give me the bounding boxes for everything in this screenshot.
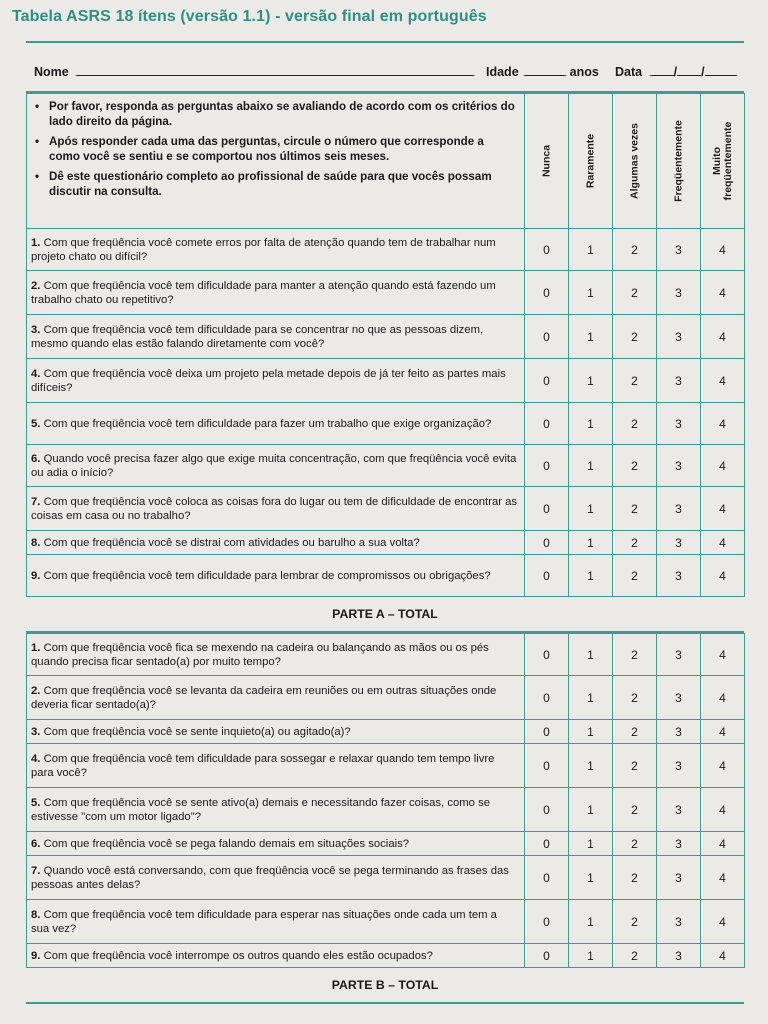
name-field[interactable]	[76, 64, 474, 76]
question-text	[27, 315, 525, 359]
answer-option-4[interactable]: 4	[701, 900, 745, 944]
answer-option-1[interactable]: 1	[569, 445, 613, 487]
part-b-total-row	[26, 968, 744, 1004]
answer-option-0[interactable]: 0	[525, 445, 569, 487]
answer-option-3[interactable]: 3	[657, 271, 701, 315]
answer-option-1[interactable]: 1	[569, 832, 613, 856]
answer-option-2[interactable]: 2	[613, 832, 657, 856]
scale-label: Muito freqüentemente	[710, 121, 734, 201]
answer-option-0[interactable]: 0	[525, 229, 569, 271]
answer-option-1[interactable]: 1	[569, 531, 613, 555]
question-row	[27, 676, 745, 720]
question-label: Com que freqüência você deixa um projeto pela metade depois de já ter feito as partes mais difíceis?	[31, 367, 506, 394]
question-text	[27, 555, 525, 597]
scale-header-algumas-vezes	[613, 94, 657, 229]
answer-option-1[interactable]: 1	[569, 744, 613, 788]
answer-option-1[interactable]: 1	[569, 856, 613, 900]
answer-option-3[interactable]: 3	[657, 676, 701, 720]
question-row	[27, 229, 745, 271]
answer-option-4[interactable]: 4	[701, 359, 745, 403]
question-text	[27, 900, 525, 944]
scale-label: Freqüentemente	[672, 120, 684, 202]
answer-option-3[interactable]: 3	[657, 900, 701, 944]
question-text	[27, 531, 525, 555]
question-text	[27, 676, 525, 720]
question-label: Com que freqüência você coloca as coisas fora do lugar ou tem de dificuldade de encontrar as coisas em casa ou no trabalho?	[31, 495, 518, 522]
question-label: Com que freqüência você interrompe os outros quando eles estão ocupados?	[43, 949, 433, 962]
answer-option-1[interactable]: 1	[569, 229, 613, 271]
answer-option-3[interactable]: 3	[657, 555, 701, 597]
answer-option-1[interactable]: 1	[569, 555, 613, 597]
question-text	[27, 944, 525, 968]
question-row	[27, 720, 745, 744]
answer-option-1[interactable]: 1	[569, 487, 613, 531]
question-row	[27, 634, 745, 676]
question-label: Com que freqüência você tem dificuldade para lembrar de compromissos ou obrigações?	[43, 569, 491, 582]
question-label: Com que freqüência você se sente inquieto(a) ou agitado(a)?	[43, 725, 351, 738]
question-text	[27, 856, 525, 900]
question-row	[27, 315, 745, 359]
date-day-field[interactable]	[650, 64, 674, 76]
answer-option-2[interactable]: 2	[613, 359, 657, 403]
answer-option-2[interactable]: 2	[613, 944, 657, 968]
question-text	[27, 359, 525, 403]
question-number: 7.	[31, 864, 41, 877]
question-text	[27, 744, 525, 788]
question-label: Quando você precisa fazer algo que exige muita concentração, com que freqüência você evita ou adia o início?	[31, 452, 517, 479]
answer-option-0[interactable]: 0	[525, 944, 569, 968]
answer-option-4[interactable]: 4	[701, 531, 745, 555]
question-row	[27, 445, 745, 487]
part-b-total-label: PARTE B – TOTAL	[331, 978, 439, 992]
answer-option-4[interactable]: 4	[701, 788, 745, 832]
answer-option-0[interactable]: 0	[525, 856, 569, 900]
question-row	[27, 487, 745, 531]
answer-option-4[interactable]: 4	[701, 487, 745, 531]
answer-option-0[interactable]: 0	[525, 900, 569, 944]
answer-option-3[interactable]: 3	[657, 788, 701, 832]
scale-header-nunca	[525, 94, 569, 229]
question-row	[27, 944, 745, 968]
answer-option-0[interactable]: 0	[525, 832, 569, 856]
scale-header-muito-frequentemente	[701, 94, 745, 229]
question-number: 3.	[31, 725, 41, 738]
answer-option-2[interactable]: 2	[613, 271, 657, 315]
question-row	[27, 359, 745, 403]
answer-option-4[interactable]: 4	[701, 315, 745, 359]
answer-option-2[interactable]: 2	[613, 634, 657, 676]
answer-option-4[interactable]: 4	[701, 832, 745, 856]
answer-option-3[interactable]: 3	[657, 944, 701, 968]
question-text	[27, 229, 525, 271]
answer-option-2[interactable]: 2	[613, 856, 657, 900]
answer-option-1[interactable]: 1	[569, 944, 613, 968]
scale-label: Algumas vezes	[628, 123, 640, 199]
answer-option-2[interactable]: 2	[613, 229, 657, 271]
question-number: 2.	[31, 684, 41, 697]
answer-option-1[interactable]: 1	[569, 720, 613, 744]
question-text	[27, 445, 525, 487]
answer-option-2[interactable]: 2	[613, 720, 657, 744]
instructions	[27, 94, 525, 229]
answer-option-3[interactable]: 3	[657, 403, 701, 445]
answer-option-3[interactable]: 3	[657, 531, 701, 555]
answer-option-1[interactable]: 1	[569, 403, 613, 445]
answer-option-2[interactable]: 2	[613, 487, 657, 531]
question-number: 4.	[31, 752, 41, 765]
document-title: Tabela ASRS 18 ítens (versão 1.1) - versão final em português	[12, 8, 487, 25]
question-label: Com que freqüência você se pega falando demais em situações sociais?	[43, 837, 410, 850]
part-a-total-row	[26, 597, 744, 633]
question-row	[27, 832, 745, 856]
age-label: Idade	[486, 65, 519, 79]
question-row	[27, 531, 745, 555]
question-label: Quando você está conversando, com que freqüência você se pega terminando as frases das pessoas antes delas?	[31, 864, 509, 891]
scale-header-frequentemente	[657, 94, 701, 229]
question-number: 5.	[31, 417, 41, 430]
answer-option-4[interactable]: 4	[701, 555, 745, 597]
age-field[interactable]	[524, 64, 566, 76]
answer-option-3[interactable]: 3	[657, 634, 701, 676]
scale-header-raramente	[569, 94, 613, 229]
answer-option-0[interactable]: 0	[525, 359, 569, 403]
part-a-total-label: PARTE A – TOTAL	[332, 607, 438, 621]
question-number: 1.	[31, 641, 41, 654]
answer-option-0[interactable]: 0	[525, 720, 569, 744]
question-text	[27, 720, 525, 744]
answer-option-1[interactable]: 1	[569, 315, 613, 359]
question-row	[27, 403, 745, 445]
answer-option-3[interactable]: 3	[657, 832, 701, 856]
answer-option-2[interactable]: 2	[613, 531, 657, 555]
questionnaire-form	[26, 44, 744, 1004]
answer-option-2[interactable]: 2	[613, 445, 657, 487]
name-label: Nome	[34, 65, 69, 79]
answer-option-0[interactable]: 0	[525, 403, 569, 445]
question-label: Com que freqüência você se sente ativo(a) demais e necessitando fazer coisas, como se estivesse "com um motor ligado"?	[31, 796, 491, 823]
top-rule	[26, 41, 744, 43]
question-label: Com que freqüência você se levanta da cadeira em reuniões ou em outras situações onde deveria ficar sentado(a)?	[31, 684, 497, 711]
answer-option-0[interactable]: 0	[525, 487, 569, 531]
question-text	[27, 634, 525, 676]
date-label: Data	[615, 65, 643, 79]
answer-option-3[interactable]: 3	[657, 720, 701, 744]
date-month-field[interactable]	[677, 64, 701, 76]
answer-option-4[interactable]: 4	[701, 744, 745, 788]
date-year-field[interactable]	[705, 64, 737, 76]
answer-option-3[interactable]: 3	[657, 315, 701, 359]
answer-option-1[interactable]: 1	[569, 900, 613, 944]
instruction-item: • Por favor, responda as perguntas abaixo se avaliando de acordo com os critérios do lado direito da página.	[49, 100, 516, 129]
question-label: Com que freqüência você tem dificuldade para manter a atenção quando está fazendo um trabalho chato ou repetitivo?	[31, 279, 496, 306]
question-number: 6.	[31, 452, 41, 465]
answer-option-4[interactable]: 4	[701, 676, 745, 720]
answer-option-0[interactable]: 0	[525, 315, 569, 359]
question-label: Com que freqüência você se distrai com atividades ou barulho a sua volta?	[43, 536, 420, 549]
answer-option-0[interactable]: 0	[525, 676, 569, 720]
answer-option-4[interactable]: 4	[701, 271, 745, 315]
question-number: 9.	[31, 949, 41, 962]
question-number: 1.	[31, 236, 41, 249]
answer-option-2[interactable]: 2	[613, 788, 657, 832]
question-number: 8.	[31, 536, 41, 549]
age-unit: anos	[569, 65, 599, 79]
question-number: 6.	[31, 837, 41, 850]
answer-option-1[interactable]: 1	[569, 676, 613, 720]
question-number: 2.	[31, 279, 41, 292]
answer-option-1[interactable]: 1	[569, 788, 613, 832]
answer-option-3[interactable]: 3	[657, 856, 701, 900]
answer-option-0[interactable]: 0	[525, 788, 569, 832]
question-text	[27, 487, 525, 531]
answer-option-3[interactable]: 3	[657, 744, 701, 788]
answer-option-2[interactable]: 2	[613, 676, 657, 720]
question-row	[27, 744, 745, 788]
answer-option-4[interactable]: 4	[701, 403, 745, 445]
answer-option-1[interactable]: 1	[569, 359, 613, 403]
date-separator: /	[673, 65, 678, 79]
instruction-item: • Após responder cada uma das perguntas, circule o número que corresponde a como você se sentiu e se comportou nos últimos seis meses.	[49, 135, 516, 164]
answer-option-0[interactable]: 0	[525, 271, 569, 315]
question-number: 8.	[31, 908, 41, 921]
question-label: Com que freqüência você comete erros por falta de atenção quando tem de trabalhar num projeto chato ou difícil?	[31, 236, 496, 263]
instruction-item: • Dê este questionário completo ao profissional de saúde para que vocês possam discutir na consulta.	[49, 170, 516, 199]
part-b-table	[26, 633, 745, 968]
question-label: Com que freqüência você tem dificuldade para fazer um trabalho que exige organização?	[43, 417, 492, 430]
question-number: 9.	[31, 569, 41, 582]
question-text	[27, 271, 525, 315]
question-text	[27, 832, 525, 856]
answer-option-4[interactable]: 4	[701, 229, 745, 271]
answer-option-4[interactable]: 4	[701, 445, 745, 487]
part-a-table	[26, 93, 745, 597]
question-row	[27, 271, 745, 315]
answer-option-2[interactable]: 2	[613, 900, 657, 944]
answer-option-3[interactable]: 3	[657, 229, 701, 271]
answer-option-2[interactable]: 2	[613, 555, 657, 597]
respondent-header	[26, 44, 744, 93]
answer-option-3[interactable]: 3	[657, 359, 701, 403]
answer-option-0[interactable]: 0	[525, 555, 569, 597]
question-row	[27, 555, 745, 597]
answer-option-2[interactable]: 2	[613, 403, 657, 445]
answer-option-4[interactable]: 4	[701, 720, 745, 744]
question-row	[27, 900, 745, 944]
question-number: 3.	[31, 323, 41, 336]
answer-option-0[interactable]: 0	[525, 634, 569, 676]
question-number: 4.	[31, 367, 41, 380]
question-label: Com que freqüência você tem dificuldade para sossegar e relaxar quando tem tempo livre para você?	[31, 752, 495, 779]
question-text	[27, 788, 525, 832]
answer-option-4[interactable]: 4	[701, 944, 745, 968]
answer-option-4[interactable]: 4	[701, 856, 745, 900]
answer-option-1[interactable]: 1	[569, 634, 613, 676]
question-number: 7.	[31, 495, 41, 508]
answer-option-3[interactable]: 3	[657, 445, 701, 487]
scale-label: Nunca	[540, 144, 552, 178]
question-label: Com que freqüência você fica se mexendo na cadeira ou balançando as mãos ou os pés quando precisa ficar sentado(a) por muito tempo?	[31, 641, 489, 668]
question-label: Com que freqüência você tem dificuldade para se concentrar no que as pessoas dizem, mesmo quando elas estão falando diretamente com você?	[31, 323, 484, 350]
instructions-row	[27, 94, 745, 229]
answer-option-4[interactable]: 4	[701, 634, 745, 676]
question-row	[27, 856, 745, 900]
answer-option-3[interactable]: 3	[657, 487, 701, 531]
date-separator: /	[701, 65, 705, 79]
question-label: Com que freqüência você tem dificuldade para esperar nas situações onde cada um tem a sua vez?	[31, 908, 497, 935]
question-text	[27, 403, 525, 445]
answer-option-2[interactable]: 2	[613, 315, 657, 359]
answer-option-1[interactable]: 1	[569, 271, 613, 315]
answer-option-2[interactable]: 2	[613, 744, 657, 788]
question-number: 5.	[31, 796, 41, 809]
answer-option-0[interactable]: 0	[525, 531, 569, 555]
scale-label: Raramente	[584, 133, 596, 189]
question-row	[27, 788, 745, 832]
answer-option-0[interactable]: 0	[525, 744, 569, 788]
